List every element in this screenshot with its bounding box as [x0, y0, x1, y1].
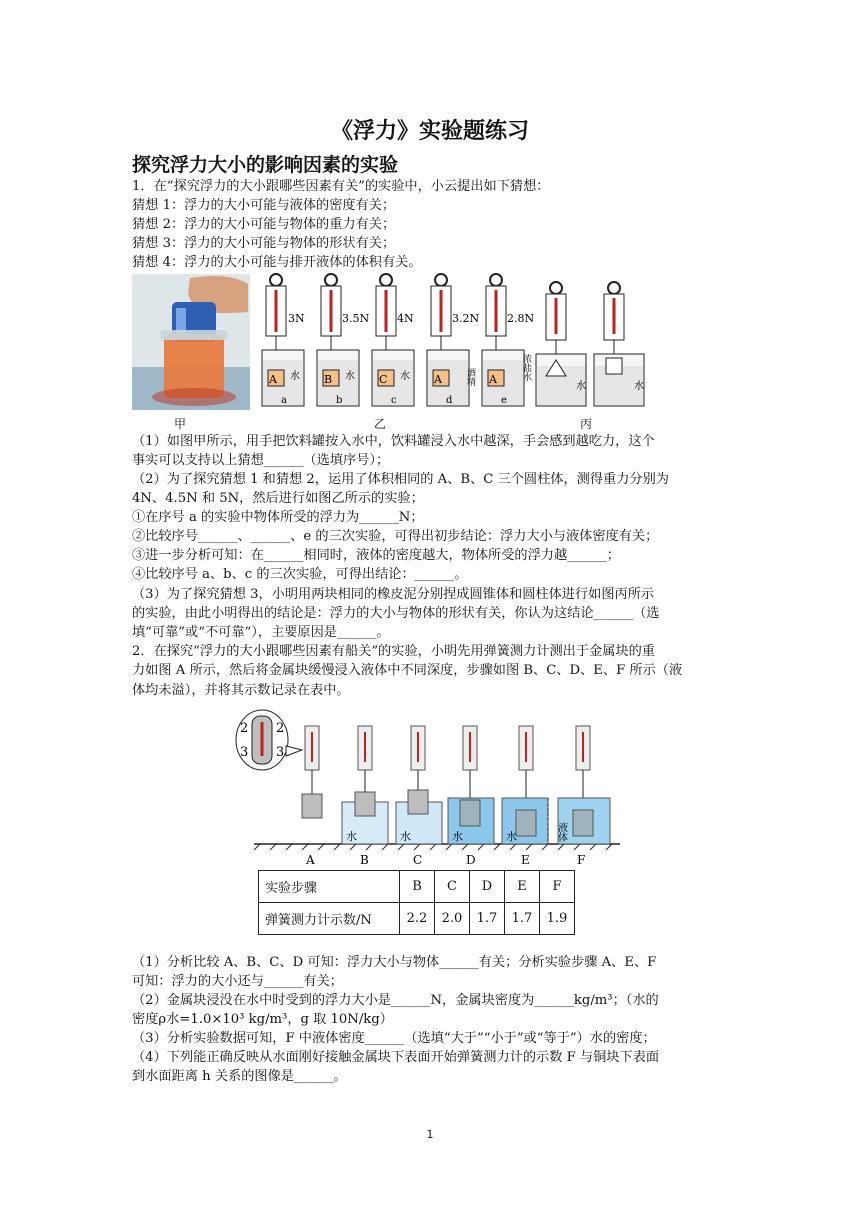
- value-cell: 2.2: [400, 903, 435, 935]
- step-cell: B: [400, 871, 435, 903]
- q1-guess-2: 猜想 2：浮力的大小可能与物体的重力有关；: [132, 217, 396, 232]
- block-c: C: [379, 373, 388, 386]
- q2-intro-c: 体均未溢），并将其示数记录在表中。: [132, 683, 350, 698]
- row2-label: 弹簧测力计示数/N: [259, 903, 400, 935]
- liquid-a: 水: [290, 371, 300, 382]
- q1-sub-3: ③进一步分析可知：在______相同时，液体的密度越大，物体所受的浮力越______；: [132, 548, 620, 563]
- zoom-bubble: [236, 710, 302, 770]
- block-e: A: [489, 373, 497, 386]
- q2-figure: [230, 706, 620, 868]
- value-cell: 1.7: [505, 903, 540, 935]
- step-e: e: [501, 395, 507, 406]
- bing-liquid-1: 水: [576, 381, 586, 392]
- block-d: A: [434, 373, 442, 386]
- setup-b: [342, 726, 388, 844]
- value-cell: 1.7: [470, 903, 505, 935]
- q2-part4-b: 到水面距离 h 关系的图像是______。: [132, 1069, 347, 1084]
- step-d: D: [466, 853, 476, 867]
- q2-part2-b: 密度ρ水=1.0×10³ kg/m³，g 取 10N/kg）: [132, 1012, 393, 1027]
- scale-c: [372, 274, 414, 406]
- q1-guess-3: 猜想 3：浮力的大小可能与物体的形状有关；: [132, 236, 396, 251]
- q1-sub-1: ①在序号 a 的实验中物体所受的浮力为______N；: [132, 510, 424, 525]
- q2-part2-a: （2）金属块浸没在水中时受到的浮力大小是______N，金属块密度为______kg/m³；（水的: [132, 993, 659, 1008]
- q1-part1-b: 事实可以支持以上猜想______（选填序号）；: [132, 453, 390, 468]
- q1-intro: 1．在“探究浮力的大小跟哪些因素有关”的实验中，小云提出如下猜想：: [132, 179, 550, 194]
- q2-intro-b: 力如图 A 所示，然后将金属块缓慢浸入液体中不同深度，步骤如图 B、C、D、E、F 所示（液: [132, 663, 683, 678]
- step-c: c: [391, 395, 397, 406]
- q1-part3-a: （3）为了探究猜想 3，小明用两块相同的橡皮泥分别捏成圆锥体和圆柱体进行如图丙所示: [132, 587, 655, 602]
- setup-e: [502, 726, 548, 844]
- reading-b: 3.5N: [342, 312, 370, 325]
- q1-part2-b: 4N、4.5N 和 5N，然后进行如图乙所示的实验；: [132, 491, 424, 506]
- step-e: E: [521, 853, 530, 867]
- step-b: B: [360, 853, 369, 867]
- table-row: [259, 871, 575, 903]
- q1-sub-2: ②比较序号______、______、e 的三次实验，可得出初步结论：浮力大小与液体密度有关；: [132, 529, 659, 544]
- liquid-c: 水: [400, 371, 410, 382]
- scale-e: [482, 274, 524, 406]
- step-cell: E: [505, 871, 540, 903]
- scale-d: [427, 274, 469, 406]
- q1-part1-a: （1）如图甲所示，用手把饮料罐按入水中，饮料罐浸入水中越深，手会感到越吃力，这个: [132, 434, 655, 449]
- scale-a: [262, 274, 304, 406]
- q2-part1-a: （1）分析比较 A、B、C、D 可知：浮力大小与物体______有关；分析实验步骤 A、E、F: [132, 955, 657, 970]
- setup-a: [302, 726, 322, 818]
- photo-hand-pressing-can: [132, 274, 250, 410]
- liquid-c: 水: [400, 830, 411, 843]
- bing-liquid-2: 水: [634, 381, 644, 392]
- setup-d: [448, 726, 494, 844]
- block-b: B: [324, 373, 333, 386]
- zoom-left-3: 3: [240, 745, 249, 760]
- q1-figure: [130, 272, 650, 412]
- q2-intro-a: 2．在探究“浮力的大小跟哪些因素有船关”的实验，小明先用弹簧测力计测出于金属块的重: [132, 644, 655, 659]
- liquid-f: 液体: [555, 822, 567, 842]
- liquid-e: 浓盐水: [521, 354, 531, 381]
- step-cell: F: [540, 871, 575, 903]
- liquid-d: 水: [452, 830, 463, 843]
- zoom-left-2: 2: [240, 721, 249, 736]
- step-c: C: [413, 853, 423, 867]
- q2-part4-a: （4）下列能正确反映从水面刚好接触金属块下表面开始弹簧测力计的示数 F 与铜块下表面: [132, 1050, 660, 1065]
- q1-part3-b: 的实验，由此小明得出的结论是：浮力的大小与物体的形状有关，你认为这结论______（选: [132, 606, 660, 621]
- q2-part3: （3）分析实验数据可知，F 中液体密度______（选填“大于”“小于”或“等于”）水的密度；: [132, 1031, 656, 1046]
- step-cell: C: [435, 871, 470, 903]
- q2-part1-b: 可知：浮力的大小还与______有关；: [132, 974, 343, 989]
- document-title: 《浮力》实验题练习: [330, 119, 529, 144]
- data-table: [258, 870, 575, 935]
- step-f: F: [577, 853, 586, 867]
- q1-sub-4: ④比较序号 a、b、c 的三次实验，可得出结论：______。: [132, 567, 468, 582]
- block-a: A: [269, 373, 277, 386]
- q1-part2-a: （2）为了探究猜想 1 和猜想 2，运用了体积相同的 A、B、C 三个圆柱体，测得重力分别为: [132, 472, 669, 487]
- step-a: A: [306, 853, 315, 867]
- scale-b: [317, 274, 359, 406]
- section-heading: 探究浮力大小的影响因素的实验: [132, 154, 399, 176]
- liquid-b: 水: [345, 371, 355, 382]
- setup-c: [396, 726, 442, 844]
- step-cell: D: [470, 871, 505, 903]
- page-number: 1: [426, 1128, 434, 1141]
- q1-guess-4: 猜想 4：浮力的大小可能与排开液体的体积有关。: [132, 255, 422, 270]
- q1-part3-c: 填“可靠”或“不可靠”），主要原因是______。: [132, 625, 390, 640]
- reading-d: 3.2N: [452, 312, 480, 325]
- reading-e: 2.8N: [507, 312, 535, 325]
- reading-c: 4N: [397, 312, 414, 325]
- caption-jia: 甲: [174, 417, 187, 431]
- step-b: b: [336, 395, 343, 406]
- liquid-b: 水: [346, 830, 357, 843]
- value-cell: 2.0: [435, 903, 470, 935]
- row1-label: 实验步骤: [259, 871, 400, 903]
- q1-guess-1: 猜想 1：浮力的大小可能与液体的密度有关；: [132, 198, 396, 213]
- zoom-right-3: 3: [276, 745, 285, 760]
- caption-yi: 乙: [374, 417, 387, 431]
- caption-bing: 丙: [580, 417, 593, 431]
- step-d: d: [446, 395, 453, 406]
- reading-a: 3N: [288, 312, 305, 325]
- table-row: [259, 903, 575, 935]
- liquid-e: 水: [506, 830, 517, 843]
- zoom-right-2: 2: [276, 721, 285, 736]
- step-a: a: [281, 395, 287, 406]
- liquid-d: 酒精: [465, 368, 475, 386]
- value-cell: 1.9: [540, 903, 575, 935]
